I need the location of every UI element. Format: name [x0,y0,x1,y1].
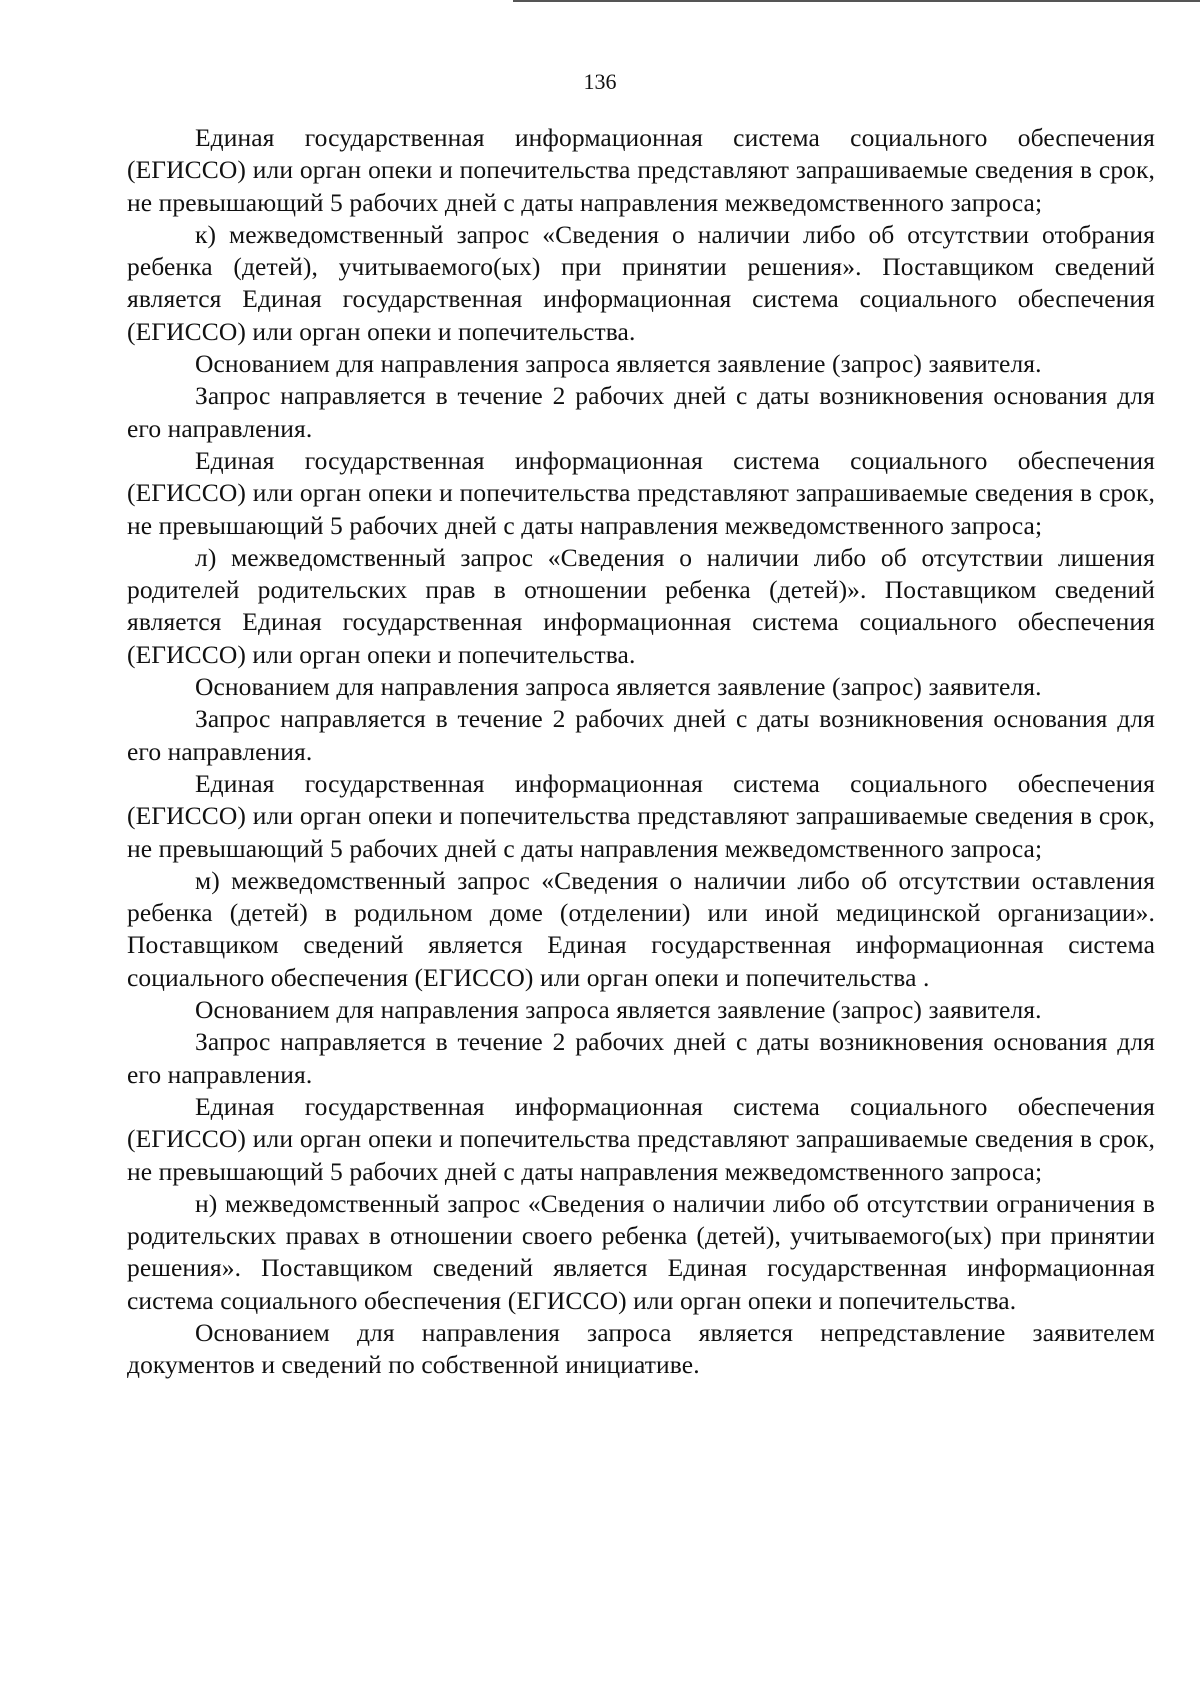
paragraph-response-deadline: Единая государственная информационная система социального обеспечения (ЕГИССО) или орган опеки и попечительства представляют запрашиваемые сведения в срок, не превышающий 5 рабочих дней с даты направления межведомственного запроса; [127,768,1155,863]
top-border-line [513,0,1200,2]
paragraph-request-l: л) межведомственный запрос «Сведения о наличии либо об отсутствии лишения родителей родительских прав в отношении ребенка (детей)». Поставщиком сведений является Единая государственная информационная система социального обеспечения (ЕГИССО) или орган опеки и попечительства. [127,542,1155,669]
paragraph-request-k: к) межведомственный запрос «Сведения о наличии либо об отсутствии отобрания ребенка (детей), учитываемого(ых) при принятии решения». Поставщиком сведений является Единая государственная информационная система социального обеспечения (ЕГИССО) или орган опеки и попечительства. [127,219,1155,346]
page-number: 136 [583,69,617,94]
paragraph-request-basis: Основанием для направления запроса является заявление (запрос) заявителя. [195,995,1042,1025]
paragraph-response-deadline: Единая государственная информационная система социального обеспечения (ЕГИССО) или орган опеки и попечительства представляют запрашиваемые сведения в срок, не превышающий 5 рабочих дней с даты направления межведомственного запроса; [127,123,1155,217]
paragraph-response-deadline: Единая государственная информационная система социального обеспечения (ЕГИССО) или орган опеки и попечительства представляют запрашиваемые сведения в срок, не превышающий 5 рабочих дней с даты направления межведомственного запроса; [127,445,1155,540]
paragraph-response-deadline: Единая государственная информационная система социального обеспечения (ЕГИССО) или орган опеки и попечительства представляют запрашиваемые сведения в срок, не превышающий 5 рабочих дней с даты направления межведомственного запроса; [127,1091,1155,1186]
paragraph-request-timing: Запрос направляется в течение 2 рабочих дней с даты возникновения основания для его направления. [127,1027,1155,1089]
paragraph-request-m: м) межведомственный запрос «Сведения о наличии либо об отсутствии оставления ребенка (детей) в родильном доме (отделении) или иной медицинской организации». Поставщиком сведений является Единая государственная информационная система социального обеспечения (ЕГИССО) или орган опеки и попечительства . [127,865,1155,992]
document-body [127,122,1155,1382]
paragraph-request-timing: Запрос направляется в течение 2 рабочих дней с даты возникновения основания для его направления. [127,704,1155,766]
paragraph-request-basis: Основанием для направления запроса является заявление (запрос) заявителя. [195,672,1042,702]
paragraph-request-basis: Основанием для направления запроса является непредставление заявителем документов и сведений по собственной инициативе. [127,1317,1155,1380]
paragraph-request-timing: Запрос направляется в течение 2 рабочих дней с даты возникновения основания для его направления. [127,381,1155,443]
paragraph-request-basis: Основанием для направления запроса является заявление (запрос) заявителя. [195,349,1042,379]
paragraph-request-n: н) межведомственный запрос «Сведения о наличии либо об отсутствии ограничения в родительских правах в отношении своего ребенка (детей), учитываемого(ых) при принятии решения». Поставщиком сведений является Единая государственная информационная система социального обеспечения (ЕГИССО) или орган опеки и попечительства. [127,1188,1155,1315]
